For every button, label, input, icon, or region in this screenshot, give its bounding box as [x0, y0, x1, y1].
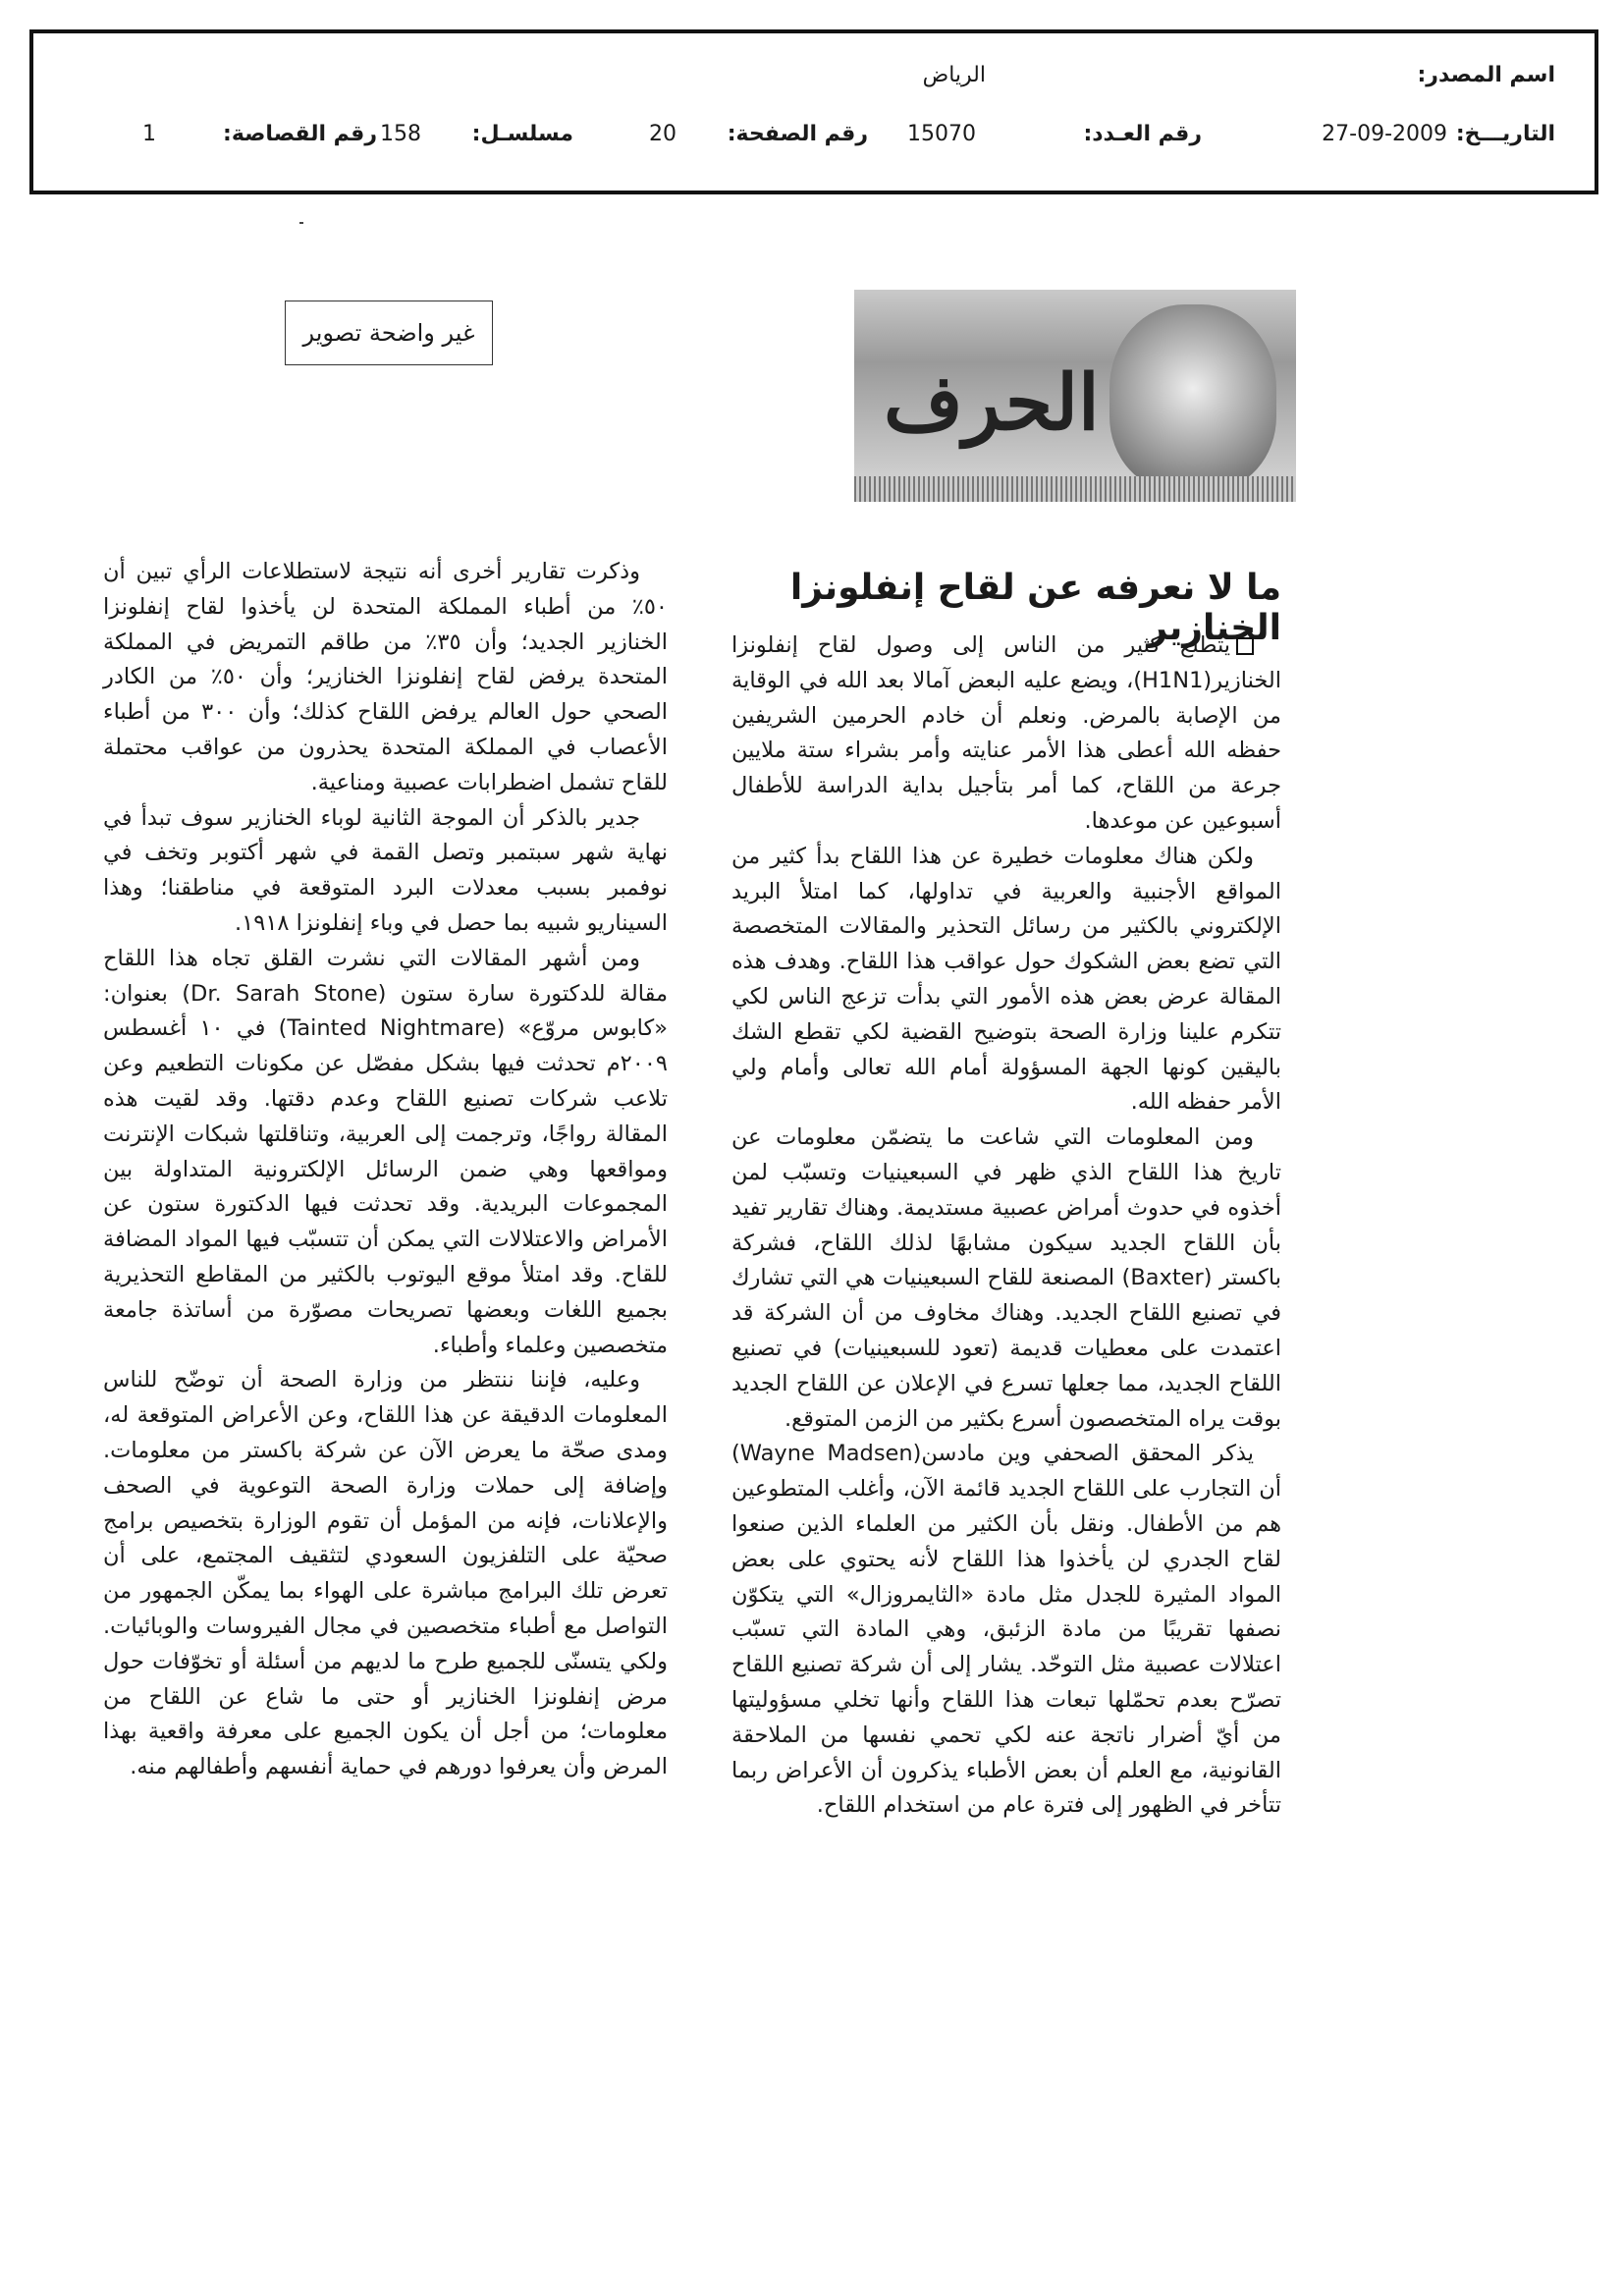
logo-halftone-bar — [854, 476, 1296, 502]
date-value: 27-09-2009 — [1322, 122, 1447, 146]
page-label: رقم الصفحة: — [727, 122, 868, 146]
column-name: الحرف — [884, 358, 1100, 448]
paragraph: وعليه، فإننا ننتظر من وزارة الصحة أن توضّح للناس المعلومات الدقيقة عن هذا اللقاح، وعن الأعراض المتوقعة له، ومدى صحّة ما يعرض الآن عن شركة باكستر من معلومات. وإضافة إلى حملات وزارة الصحة التوعوية في الصحف والإعلانات، فإنه من المؤمل أن تقوم الوزارة بتخصيص برامج صحيّة على التلفزيون السعودي لتثقيف المجتمع، على أن تعرض تلك البرامج مباشرة على الهواء بما يمكّن الجمهور من التواصل مع أطباء متخصصين في مجال الفيروسات والوبائيات. ولكي يتسنّى للجميع طرح ما لديهم من أسئلة أو تخوّفات حول مرض إنفلونزا الخنازير أو حتى ما شاع عن اللقاح من معلومات؛ من أجل أن يكون الجميع على معرفة واقعية بهذا المرض وأن يعرفوا دورهم في حماية أنفسهم وأطفالهم منه. — [103, 1367, 668, 1780]
clip-value: 1 — [142, 122, 156, 146]
paragraph: ومن المعلومات التي شاعت ما يتضمّن معلومات عن تاريخ هذا اللقاح الذي ظهر في السبعينيات وتسبّب لمن أخذوه في حدوث أمراض عصبية مستديمة. وهناك تقارير تفيد بأن اللقاح الجديد سيكون مشابهًا لذلك اللقاح، فشركة باكستر (Baxter) المصنعة للقاح السبعينيات هي التي تشارك في تصنيع اللقاح الجديد. وهناك مخاوف من أن الشركة قد اعتمدت على معطيات قديمة (تعود للسبعينيات) في تصنيع اللقاح الجديد، مما جعلها تسرع في الإعلان عن اللقاح الجديد بوقت يراه المتخصصون أسرع بكثير من الزمن المتوقع. — [731, 1124, 1282, 1432]
paragraph: جدير بالذكر أن الموجة الثانية لوباء الخنازير سوف تبدأ في نهاية شهر سبتمبر وتصل القمة في شهر أكتوبر وتخف في نوفمبر بسبب معدلات البرد المتوقعة في مناطقنا؛ وهذا السيناريو شبيه بما حصل في وباء إنفلونزا ١٩١٨. — [103, 804, 668, 936]
clip-label: رقم القصاصة: — [223, 122, 377, 146]
article-column-left — [103, 555, 668, 1785]
author-photo — [854, 290, 1296, 496]
article-column-right — [731, 629, 1281, 1824]
metadata-header — [29, 29, 1598, 194]
column-logo — [751, 280, 1296, 540]
unclear-copy-note: غير واضحة تصوير — [285, 301, 493, 365]
paragraph-text: يتطلع كثير من الناس إلى وصول لقاح إنفلونزا الخنازير(H1N1)، ويضع عليه البعض آمالا بعد الله في الوقاية من الإصابة بالمرض. ونعلم أن خادم الحرمين الشريفين حفظه الله أعطى هذا الأمر عنايته وأمر بشراء ستة ملايين جرعة من اللقاح، كما أمر بتأجيل بداية الدراسة للأطفال أسبوعين عن موعدها. — [731, 632, 1281, 834]
square-bullet-icon — [1236, 637, 1254, 655]
paragraph: وذكرت تقارير أخرى أنه نتيجة لاستطلاعات الرأي تبين أن ٥٠٪ من أطباء المملكة المتحدة لن يأخذوا لقاح إنفلونزا الخنازير الجديد؛ وأن ٣٥٪ من طاقم التمريض في المملكة المتحدة يرفض لقاح إنفلونزا الخنازير؛ وأن ٥٠٪ من الكادر الصحي حول العالم يرفض اللقاح كذلك؛ وأن ٣٠٠ من أطباء الأعصاب في المملكة المتحدة يحذرون من عواقب محتملة للقاح تشمل اضطرابات عصبية ومناعية. — [103, 559, 668, 795]
page-value: 20 — [649, 122, 676, 146]
source-label: اسم المصدر: — [1417, 63, 1555, 87]
author-portrait-image — [1109, 304, 1276, 491]
paragraph: يذكر المحقق الصحفي وين مادسن(Wayne Madsen) أن التجارب على اللقاح الجديد قائمة الآن، وأغلب المتطوعين هم من الأطفال. ونقل بأن الكثير من العلماء الذين صنعوا لقاح الجدري لن يأخذوا هذا اللقاح لأنه يحتوي على بعض المواد المثيرة للجدل مثل مادة «الثايمروزال» التي يتكوّن نصفها تقريبًا من مادة الزئبق، وهي المادة التي تسبّب اعتلالات عصبية مثل التوحّد. يشار إلى أن شركة تصنيع اللقاح تصرّح بعدم تحمّلها تبعات هذا اللقاح وأنها تخلي مسؤوليتها من أيّ أضرار ناتجة عنه لكي تحمي نفسها من الملاحقة القانونية، مع العلم أن بعض الأطباء يذكرون أن الأعراض ربما تتأخر في الظهور إلى فترة عام من استخدام اللقاح. — [731, 1441, 1281, 1819]
scan-speck — [299, 222, 303, 224]
serial-label: مسلسـل: — [471, 122, 573, 146]
source-value: الرياض — [922, 63, 986, 87]
paragraph: ولكن هناك معلومات خطيرة عن هذا اللقاح بدأ كثير من المواقع الأجنبية والعربية في تداولها، كما امتلأ البريد الإلكتروني بالكثير من رسائل التحذير والمقالات المتخصصة التي تضع بعض الشكوك حول عواقب هذا اللقاح. وهدف هذه المقالة عرض بعض هذه الأمور التي بدأت تزعج الناس لكي تتكرم علينا وزارة الصحة بتوضيح القضية لكي تقطع الشك باليقين كونها الجهة المسؤولة أمام الله تعالى وأمام ولي الأمر حفظه الله. — [731, 843, 1281, 1116]
article-headline: ما لا نعرفه عن لقاح إنفلونزا الخنازير — [789, 568, 1281, 648]
paragraph — [731, 629, 1281, 840]
serial-value: 158 — [380, 122, 421, 146]
issue-label: رقم العـدد: — [1083, 122, 1202, 146]
date-label: التاريـــخ: — [1455, 122, 1555, 146]
issue-value: 15070 — [907, 122, 976, 146]
paragraph: ومن أشهر المقالات التي نشرت القلق تجاه هذا اللقاح مقالة للدكتورة سارة ستون (Dr. Sarah Stone) بعنوان: «كابوس مروّع» (Tainted Nightmare) في ١٠ أغسطس ٢٠٠٩م تحدثت فيها بشكل مفصّل عن مكونات التطعيم وعن تلاعب شركات تصنيع اللقاح وعدم دقتها. وقد لقيت هذه المقالة رواجًا، وترجمت إلى العربية، وتناقلتها شبكات الإنترنت ومواقعها وهي ضمن الرسائل الإلكترونية المتداولة بين المجموعات البريدية. وقد تحدثت فيها الدكتورة ستون عن الأمراض والاعتلالات التي يمكن أن تتسبّب فيها المواد المضافة للقاح. وقد امتلأ موقع اليوتوب بالكثير من المقاطع التحذيرية بجميع اللغات وبعضها تصريحات مصوّرة من أساتذة جامعة متخصصين وعلماء وأطباء. — [103, 945, 669, 1358]
